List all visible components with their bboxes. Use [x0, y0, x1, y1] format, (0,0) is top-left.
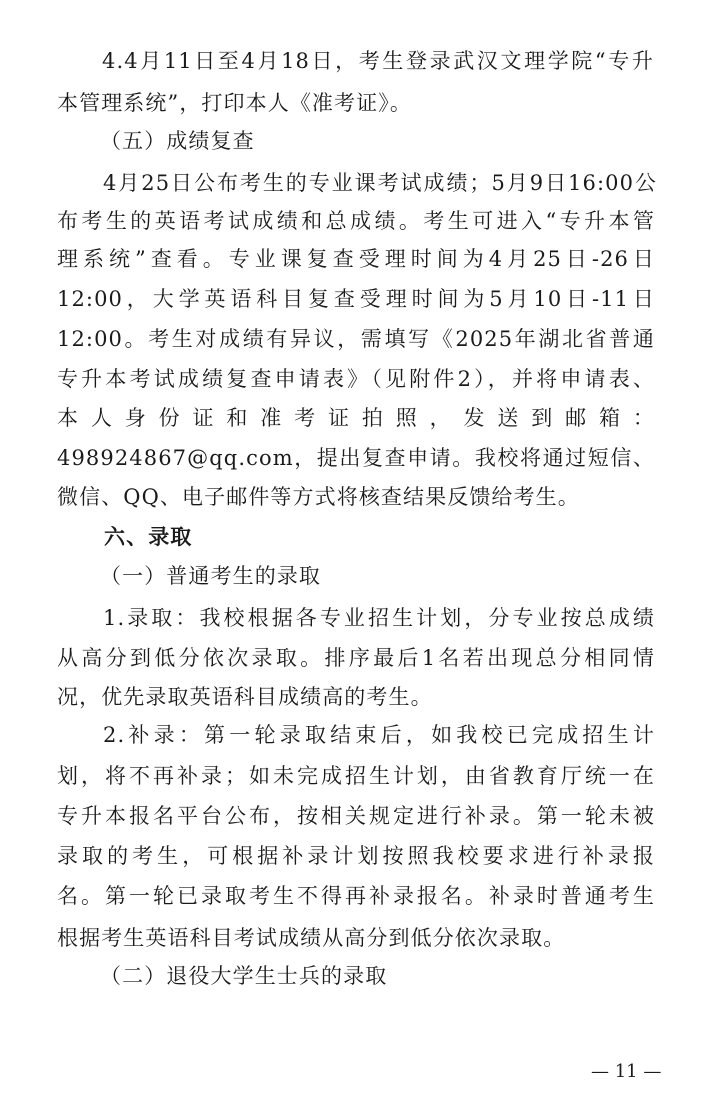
section-heading: （一）普通考生的录取: [100, 564, 321, 588]
paragraph-line: 录取的考生，可根据补录计划按照我校要求进行补录报: [57, 844, 655, 868]
paragraph-line: 根据考生英语科目考试成绩从高分到低分依次录取。: [57, 926, 566, 950]
paragraph-line: 4月25日公布考生的专业课考试成绩；5月9日16:00公: [103, 171, 657, 195]
paragraph-line: 况，优先录取英语科目成绩高的考生。: [57, 685, 433, 709]
paragraph-line: 专升本报名平台公布，按相关规定进行补录。第一轮未被: [57, 804, 655, 828]
paragraph-line: 2.补录：第一轮录取结束后，如我校已完成招生计: [103, 723, 655, 747]
paragraph-line: 本管理系统”，打印本人《准考证》。: [57, 91, 412, 115]
paragraph-line: 4.4月11日至4月18日，考生登录武汉文理学院“专升: [102, 49, 654, 73]
paragraph-line: 名。第一轮已录取考生不得再补录报名。补录时普通考生: [57, 884, 655, 908]
paragraph-line: 从高分到低分依次录取。排序最后1名若出现总分相同情: [57, 646, 655, 670]
paragraph-line: 12:00，大学英语科目复查受理时间为5月10日-11日: [57, 287, 655, 311]
page-number: — 11 —: [591, 1061, 662, 1082]
section-heading: （五）成绩复查: [100, 129, 255, 153]
paragraph-line: 理系统”查看。专业课复查受理时间为4月25日-26日: [57, 247, 655, 271]
paragraph-line: 本人身份证和准考证拍照，发送到邮箱：: [57, 406, 655, 430]
paragraph-line: 微信、QQ、电子邮件等方式将核查结果反馈给考生。: [57, 485, 580, 509]
paragraph-line: 专升本考试成绩复查申请表》（见附件2），并将申请表、: [57, 367, 655, 391]
paragraph-line: 布考生的英语考试成绩和总成绩。考生可进入“专升本管: [57, 209, 655, 233]
paragraph-line: 498924867@qq.com，提出复查申请。我校将通过短信、: [57, 446, 655, 470]
chapter-heading: 六、录取: [104, 524, 193, 549]
section-heading: （二）退役大学生士兵的录取: [100, 964, 388, 988]
paragraph-line: 划，将不再补录；如未完成招生计划，由省教育厅统一在: [57, 764, 655, 788]
paragraph-line: 1.录取：我校根据各专业招生计划，分专业按总成绩: [103, 606, 655, 630]
paragraph-line: 12:00。考生对成绩有异议，需填写《2025年湖北省普通: [57, 327, 655, 351]
